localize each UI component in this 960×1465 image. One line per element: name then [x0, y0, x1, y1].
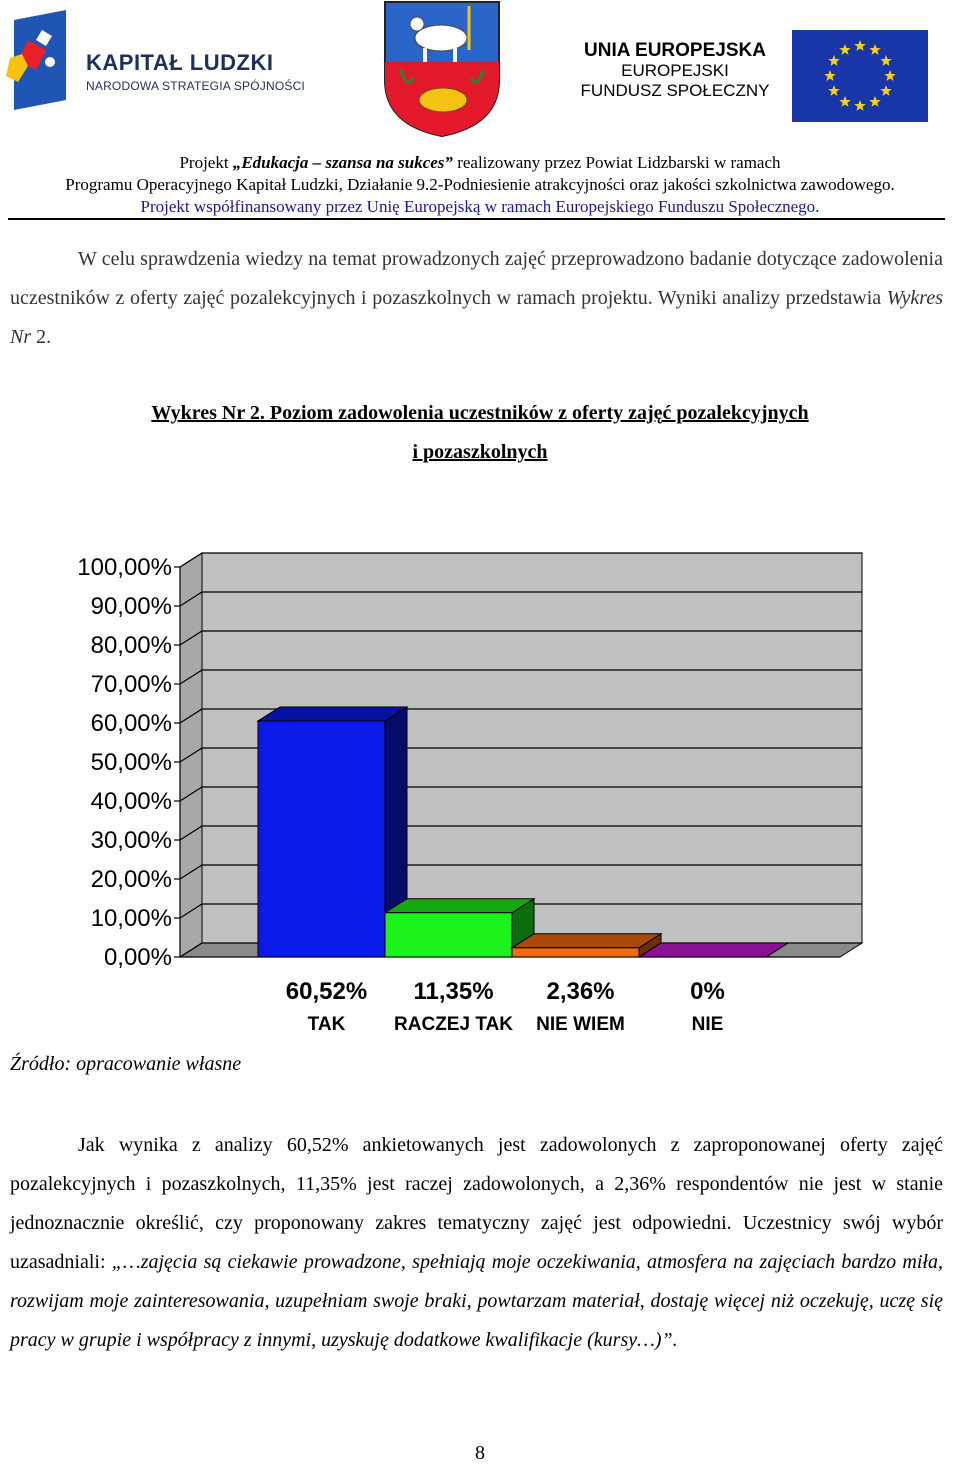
project-line-3: Projekt współfinansowany przez Unię Europejską w ramach Europejskiego Funduszu Społecznego. [140, 197, 820, 216]
bar-front [512, 948, 639, 957]
y-tick-label: 30,00% [90, 827, 172, 854]
satisfaction-bar-chart [0, 540, 960, 1050]
y-tick-label: 20,00% [90, 866, 172, 893]
kapital-ludzki-emblem-icon [6, 10, 86, 110]
bar-top [258, 707, 407, 721]
participant-quote: „…zajęcia są ciekawie prowadzone, spełniają moje oczekiwania, atmosfera na zajęciach bardzo miła, rozwijam moje zainteresowania, uzupełniam swoje braki, powtarzam materiał, dostaję więcej niż oczekuję, uczę się pracy w grupie i współpracy z innymi, uzyskuję dodatkowe kwalifikacje (kursy…)”. [10, 1251, 943, 1351]
header-divider [8, 218, 945, 220]
chart-reference: Wykres Nr 2 [10, 287, 943, 348]
project-line-1: Projekt „Edukacja – szansa na sukces” realizowany przez Powiat Lidzbarski w ramach [179, 153, 781, 172]
bar-top [512, 934, 661, 948]
bar-value-label: 60,52% [285, 978, 368, 1005]
eu-flag-icon [792, 30, 928, 122]
kapital-ludzki-subtitle: NARODOWA STRATEGIA SPÓJNOŚCI [86, 79, 305, 93]
bar-nie-wiem [512, 934, 661, 957]
project-name: „Edukacja – szansa na sukces” [232, 153, 453, 172]
y-tick-label: 90,00% [90, 593, 172, 620]
powiat-coat-of-arms-icon [383, 0, 501, 138]
y-tick-label: 10,00% [90, 905, 172, 932]
y-tick-label: 80,00% [90, 632, 172, 659]
bar-value-label: 0% [690, 978, 725, 1005]
chart-caption-line-2: i pozaszkolnych [412, 441, 548, 463]
y-tick-label: 60,00% [90, 710, 172, 737]
eu-line2: EUROPEJSKI [621, 61, 729, 80]
category-label: NIE [691, 1014, 724, 1035]
intro-paragraph: W celu sprawdzenia wiedzy na temat prowadzonych zajęć przeprowadzono badanie dotyczące zadowolenia uczestników z oferty zajęć pozalekcyjnych i pozaszkolnych w ramach projektu. Wyniki analizy przedstawia Wykres Nr 2. [10, 248, 943, 348]
project-header [0, 152, 960, 218]
conclusion-paragraph: Jak wynika z analizy 60,52% ankietowanych jest zadowolonych z zaproponowanej oferty zajęć pozalekcyjnych i pozaszkolnych, 11,35% jest raczej zadowolonych, a 2,36% respondentów nie jest w stanie jednoznacznie określić, czy proponowany zakres tematyczny zajęć jest odpowiedni. Uczestnicy swój wybór uzasadniali: „…zajęcia są ciekawie prowadzone, spełniają moje oczekiwania, atmosfera na zajęciach bardzo miła, rozwijam moje zainteresowania, uzupełniam swoje braki, powtarzam materiał, dostaję więcej niż oczekuję, uczę się pracy w grupie i współpracy z innymi, uzyskuję dodatkowe kwalifikacje (kursy…)”. [10, 1134, 943, 1351]
bar-top [639, 943, 788, 957]
chart-source: Źródło: opracowanie własne [10, 1053, 242, 1075]
y-tick-label: 70,00% [90, 671, 172, 698]
chart-caption-line-1: Wykres Nr 2. Poziom zadowolenia uczestników z oferty zajęć pozalekcyjnych [151, 402, 809, 424]
page-number: 8 [475, 1442, 485, 1464]
kapital-ludzki-title: KAPITAŁ LUDZKI [86, 50, 274, 75]
bar-value-label: 11,35% [413, 978, 494, 1005]
category-label: RACZEJ TAK [394, 1014, 513, 1035]
bar-nie [639, 943, 788, 957]
bar-front [258, 721, 385, 957]
y-tick-label: 100,00% [77, 554, 172, 581]
eu-text-logo [570, 40, 780, 102]
bar-front [385, 913, 512, 957]
eu-line1: UNIA EUROPEJSKA [584, 40, 766, 61]
y-tick-label: 50,00% [90, 749, 172, 776]
project-line-2: Programu Operacyjnego Kapitał Ludzki, Działanie 9.2-Podniesienie atrakcyjności oraz jakości szkolnictwa zawodowego. [65, 175, 895, 194]
eu-line3: FUNDUSZ SPOŁECZNY [580, 81, 770, 100]
category-label: TAK [307, 1014, 346, 1035]
bar-value-label: 2,36% [546, 978, 615, 1005]
category-label: NIE WIEM [536, 1014, 625, 1035]
kapital-ludzki-logo [6, 10, 306, 110]
y-tick-label: 40,00% [90, 788, 172, 815]
y-tick-label: 0,00% [103, 944, 172, 971]
bar-top [385, 899, 534, 913]
